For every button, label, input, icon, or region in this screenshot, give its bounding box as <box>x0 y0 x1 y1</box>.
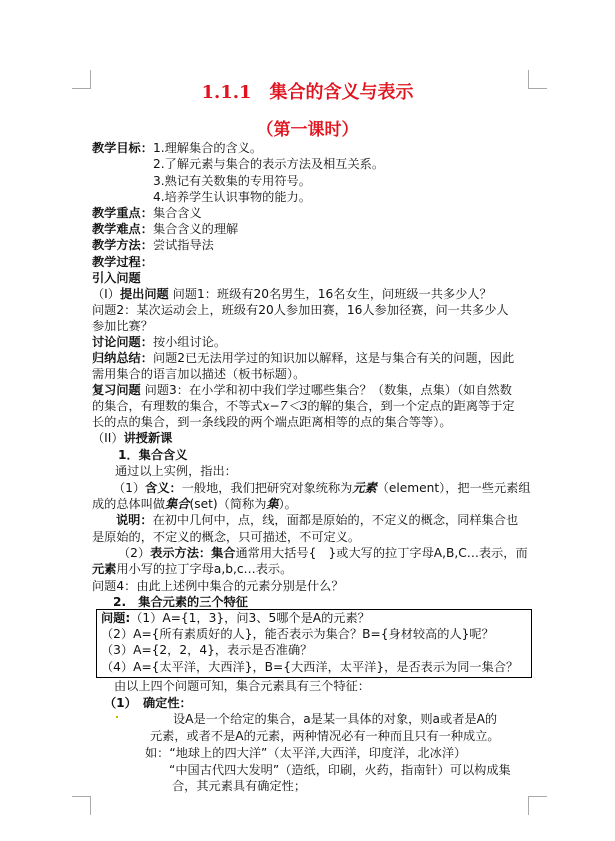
text-line <box>92 366 305 382</box>
text-segment: （II） <box>92 431 124 445</box>
text-segment: 元素，或者不是A的元素，两种情况必有一种而且只有一种成立。 <box>150 729 500 743</box>
bold-label: 问题: <box>101 611 131 625</box>
text-line <box>92 382 512 398</box>
bold-label: 含义： <box>145 481 182 495</box>
text-segment: 2.了解元素与集合的表示方法及相互关系。 <box>153 157 385 171</box>
bold-label: 提出问题 <box>119 287 169 301</box>
text-segment: 问题1：班级有20名男生，16名女生，问班级一共多少人？ <box>168 287 492 301</box>
crop-mark-bottom-right <box>528 796 547 815</box>
bold-label: 教学方法： <box>92 238 153 252</box>
bold-label: 教学目标： <box>92 141 153 155</box>
text-segment: 的集合，有理数的集合，不等式 <box>92 399 263 413</box>
bold-label: 引入问题 <box>92 271 141 285</box>
text-line <box>153 173 311 189</box>
text-line <box>101 626 494 642</box>
text-segment: 3.熟记有关数集的专用符号。 <box>153 174 311 188</box>
text-line <box>118 545 528 561</box>
text-segment: 需用集合的语言加以描述（板书标题）。 <box>92 367 306 381</box>
bold-label: 教学过程： <box>92 255 153 269</box>
text-segment: ）。 <box>278 497 297 511</box>
math-expression: x−7＜3 <box>262 399 308 413</box>
text-line <box>153 156 384 172</box>
bold-label: （1） 确定性： <box>104 696 192 710</box>
bold-label: 教学重点： <box>92 206 153 220</box>
text-segment: 集合 <box>165 497 190 511</box>
text-segment: （1） <box>113 481 146 495</box>
text-line <box>116 512 518 528</box>
text-line <box>92 302 509 318</box>
text-segment: 尝试指导法 <box>152 238 214 252</box>
text-segment: （1）A={1，3}，问3、5哪个是A的元素？ <box>130 611 370 625</box>
text-segment: 问题2已无法用学过的知识加以解释，这是与集合有关的问题，因此 <box>152 351 515 365</box>
text-line <box>92 350 514 366</box>
text-segment: 集 <box>266 497 279 511</box>
document-title: 1.1.1 集合的含义与表示 <box>201 82 414 103</box>
text-segment: 元素 <box>352 481 377 495</box>
text-segment: （I） <box>92 287 120 301</box>
text-segment: 参加比赛？ <box>92 319 153 333</box>
text-line <box>92 254 153 270</box>
text-segment: 集合含义的理解 <box>152 222 239 236</box>
bold-label: 讨论问题： <box>92 335 153 349</box>
text-segment: 问题4：由此上述例中集合的元素分别是什么？ <box>92 579 344 593</box>
text-segment: 集合含义 <box>152 206 202 220</box>
crop-mark-top-right <box>528 70 547 89</box>
text-segment: （2）A={所有素质好的人}，能否表示为集合？B={身材较高的人}呢？ <box>101 627 494 641</box>
text-segment: （element），把一些元素组 <box>376 481 531 495</box>
text-line <box>118 447 187 463</box>
bold-label: 元素 <box>92 562 117 576</box>
text-segment: 4.培养学生认识事物的能力。 <box>153 190 311 204</box>
bold-label: 说明： <box>116 513 153 527</box>
text-line <box>145 745 466 761</box>
text-segment: 设A是一个给定的集合，a是某一具体的对象，则a或者是A的 <box>173 712 498 726</box>
bold-label: 2. 集合元素的三个特征 <box>113 595 248 609</box>
text-line <box>113 594 248 610</box>
text-segment: 的解的集合，到一个定点的距离等于定 <box>307 399 515 413</box>
bold-label: 1．集合含义 <box>118 448 188 462</box>
text-segment: 长的点的集合，到一条线段的两个端点距离相等的点的集合等等）。 <box>92 415 452 429</box>
text-line <box>92 578 344 594</box>
text-line <box>172 778 306 794</box>
text-line <box>92 529 360 545</box>
text-line <box>113 480 531 496</box>
text-segment: 一般地，我们把研究对象统称为 <box>181 481 353 495</box>
text-line <box>92 561 292 577</box>
text-line <box>169 762 511 778</box>
text-line <box>92 414 452 430</box>
bold-label: 归纳总结： <box>92 351 153 365</box>
text-line <box>92 318 153 334</box>
text-line <box>153 189 311 205</box>
text-segment: 问题2：某次运动会上，班级有20人参加田赛，16人参加径赛，问一共多少人 <box>92 303 509 317</box>
text-segment: 按小组讨论。 <box>152 335 227 349</box>
text-segment: “中国古代四大发明”（造纸，印刷，火药，指南针）可以构成集 <box>169 763 511 777</box>
bold-label: 教学难点： <box>92 222 153 236</box>
text-segment: 如：“地球上的四大洋”（太平洋,大西洋，印度洋，北冰洋） <box>145 746 467 760</box>
text-segment: (set)（简称为 <box>189 497 267 511</box>
text-segment: 用小写的拉丁字母a,b,c…表示。 <box>116 562 293 576</box>
text-line <box>92 270 141 286</box>
text-segment: 是原始的，不定义的概念，只可描述，不可定义。 <box>92 530 361 544</box>
text-line <box>150 728 500 744</box>
text-line <box>92 334 226 350</box>
text-line <box>92 398 515 414</box>
text-line <box>173 711 497 727</box>
text-segment: （3）A={2，2，4}，表示是否准确？ <box>101 643 313 657</box>
text-line <box>92 221 238 237</box>
text-line <box>101 610 370 626</box>
crop-mark-top-left <box>72 70 91 89</box>
text-segment: 1.理解集合的含义。 <box>152 141 263 155</box>
text-segment: （2） <box>118 546 151 560</box>
text-line <box>92 496 297 512</box>
bold-label: 讲授新课 <box>123 431 173 445</box>
text-line <box>104 695 192 711</box>
text-line <box>115 463 237 479</box>
text-line <box>92 286 492 302</box>
text-segment: 合，其元素具有确定性； <box>172 779 307 793</box>
text-line <box>101 642 312 658</box>
text-segment: 在初中几何中，点，线，面都是原始的，不定义的概念，同样集合也 <box>152 513 519 527</box>
text-line <box>92 430 172 446</box>
bullet-mark <box>116 716 118 718</box>
text-segment: 成的总体叫做 <box>92 497 166 511</box>
crop-mark-bottom-left <box>72 796 91 815</box>
text-line <box>101 659 518 675</box>
text-segment: 通常用大括号{ }或大写的拉丁字母A,B,C…表示，而 <box>235 546 528 560</box>
text-line <box>92 140 262 156</box>
text-line <box>92 237 214 253</box>
text-line <box>114 678 370 694</box>
bold-label: 复习问题 <box>92 383 141 397</box>
bold-label: 表示方法：集合 <box>150 546 236 560</box>
text-segment: 问题3：在小学和初中我们学过哪些集合？（数集，点集）（如自然数 <box>140 383 512 397</box>
text-segment: 通过以上实例，指出： <box>115 464 237 478</box>
text-segment: 由以上四个问题可知，集合元素具有三个特征： <box>114 679 370 693</box>
text-segment: （4）A={太平洋，大西洋}，B={大西洋，太平洋}，是否表示为同一集合？ <box>101 660 519 674</box>
document-subtitle: （第一课时） <box>256 120 359 140</box>
text-line <box>92 205 202 221</box>
